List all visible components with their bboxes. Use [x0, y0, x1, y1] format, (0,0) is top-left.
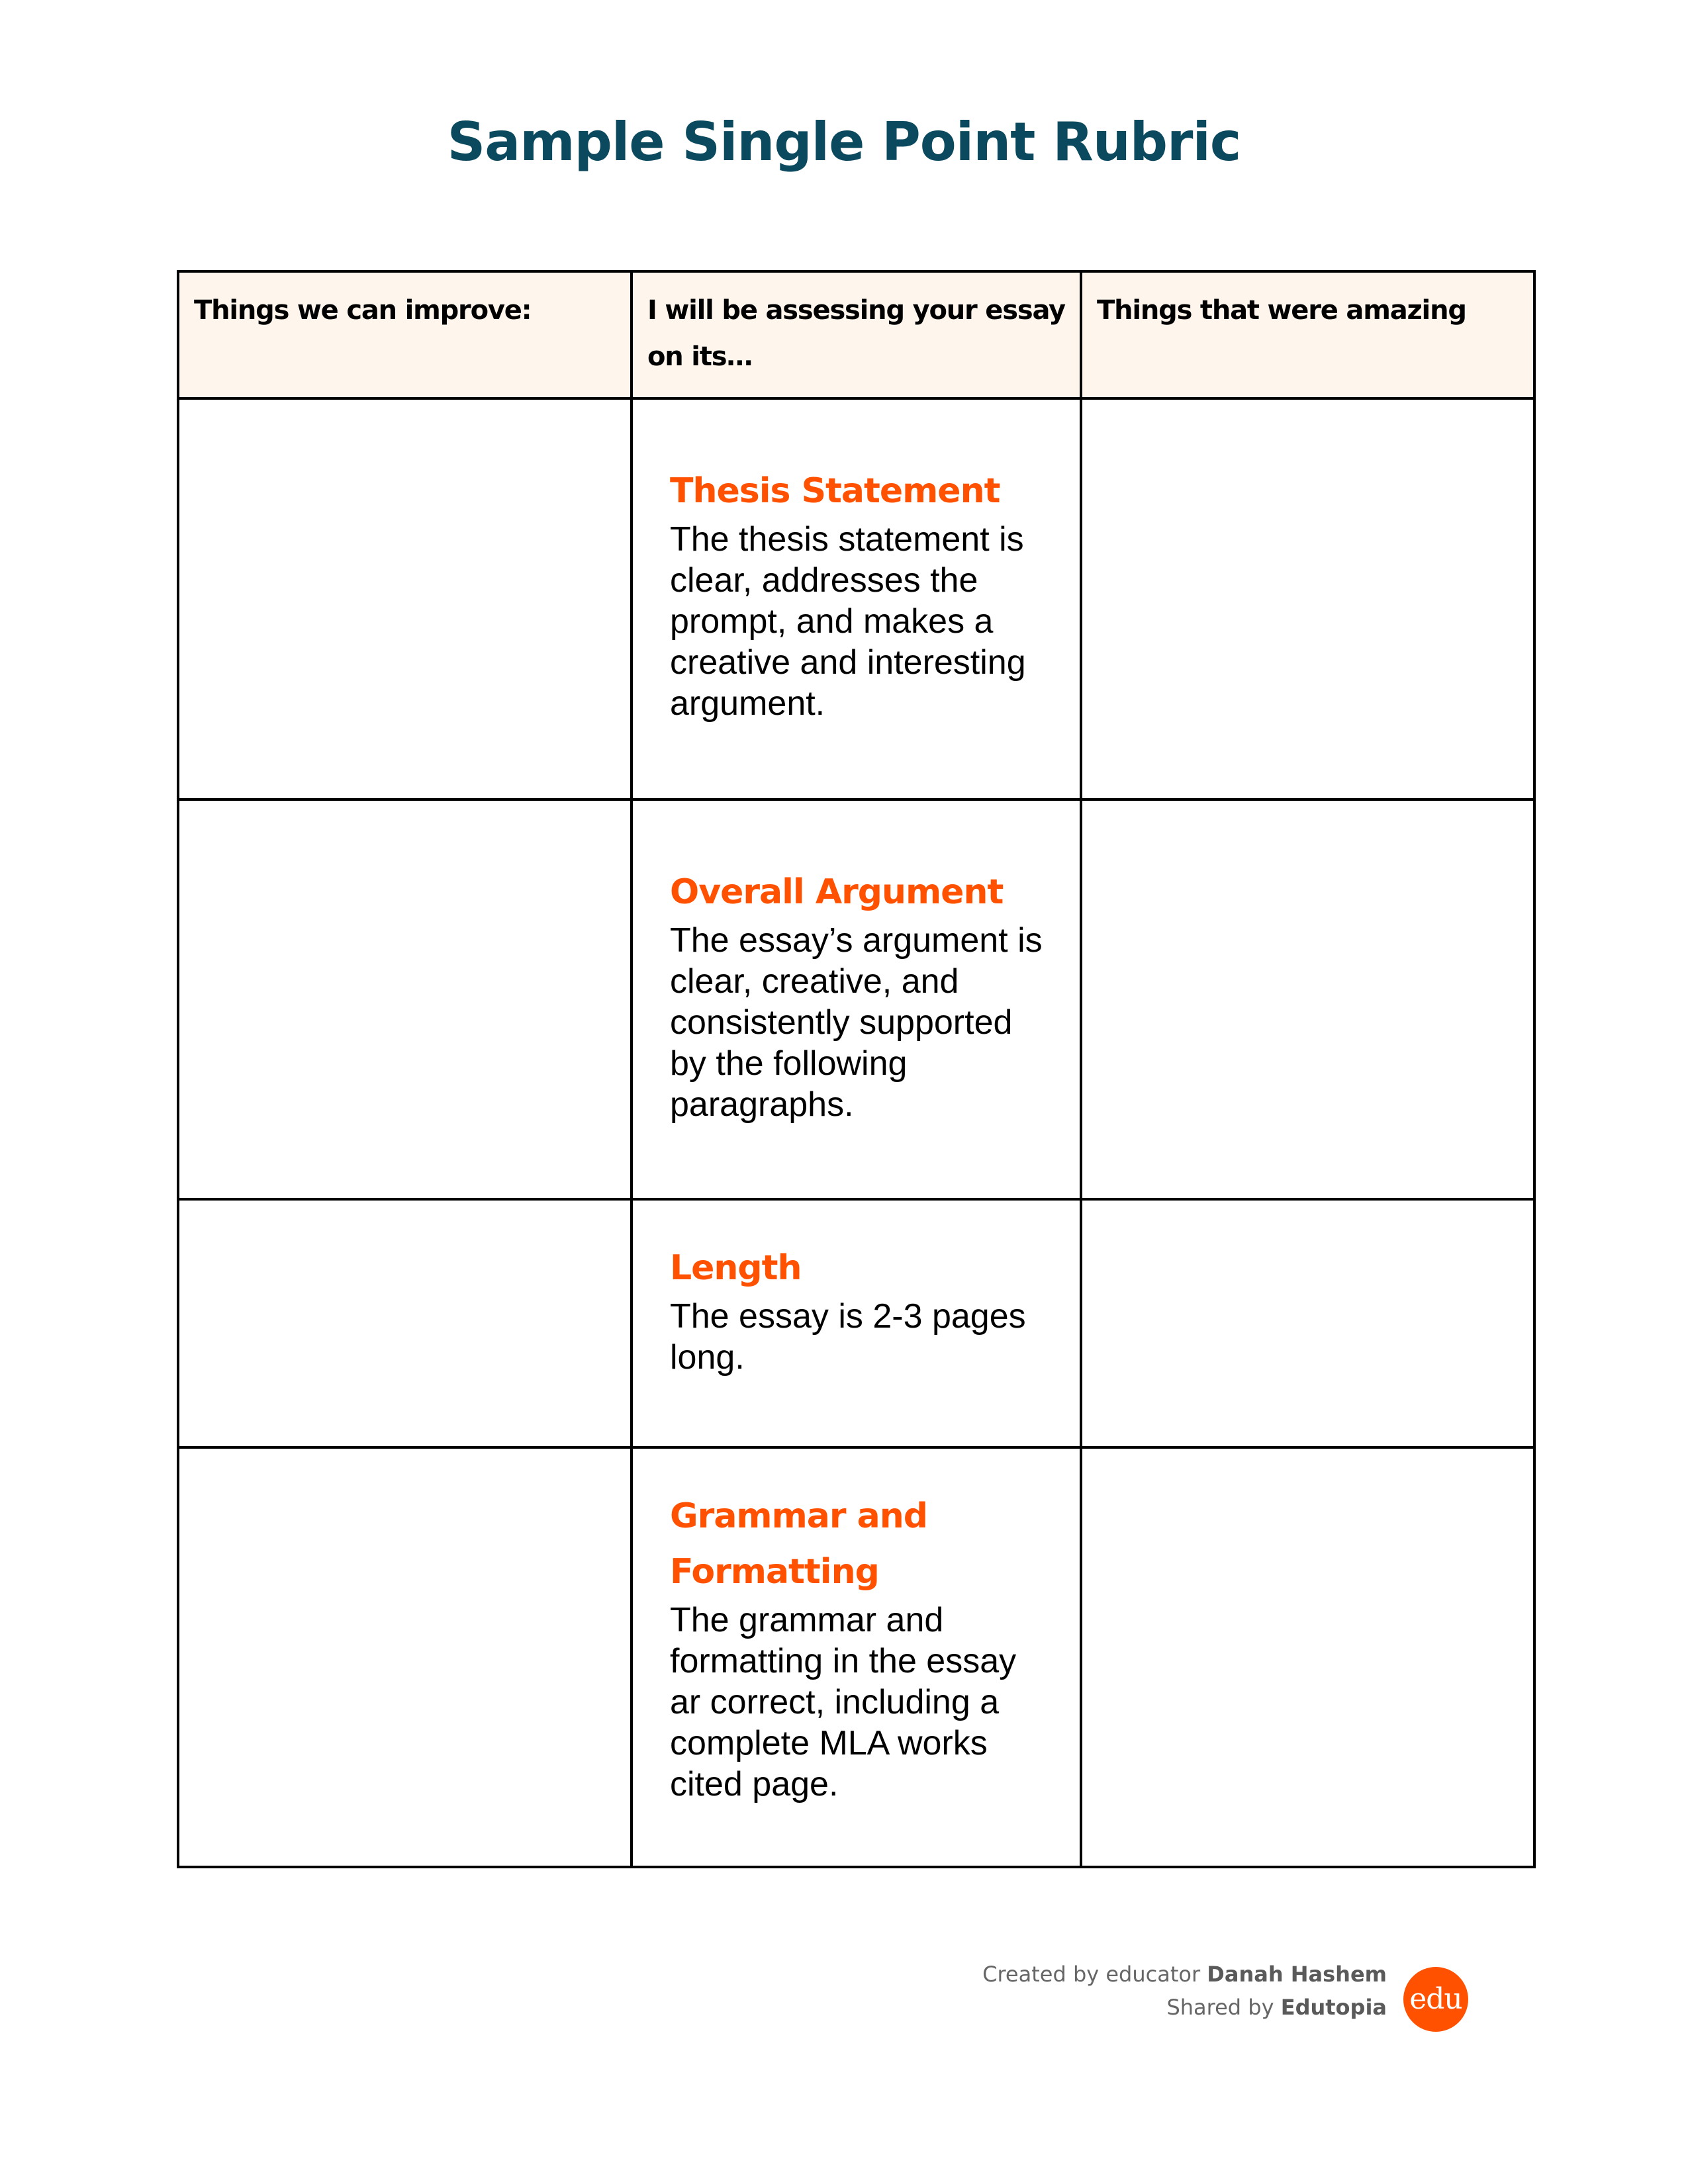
improve-cell[interactable] [178, 1447, 632, 1867]
criterion-cell [632, 1447, 1081, 1867]
amazing-cell[interactable] [1081, 398, 1534, 799]
shared-by-line [982, 1991, 1387, 2024]
header-row [178, 271, 1534, 398]
author-name: Danah Hashem [1207, 1962, 1387, 1987]
criterion-title: Overall Argument [670, 872, 1004, 912]
header-amazing-label: Things that were amazing [1097, 295, 1466, 326]
publisher-name: Edutopia [1280, 1995, 1387, 2020]
criterion-cell [632, 1199, 1081, 1447]
amazing-cell[interactable] [1081, 1199, 1534, 1447]
amazing-cell[interactable] [1081, 1447, 1534, 1867]
table-row [178, 799, 1534, 1199]
created-by-line [982, 1958, 1387, 1991]
improve-cell[interactable] [178, 1199, 632, 1447]
criterion-description: The grammar and formatting in the essay ar correct, including a complete MLA works cited page. [670, 1601, 1017, 1803]
table-row [178, 1447, 1534, 1867]
improve-cell[interactable] [178, 799, 632, 1199]
criterion-description: The essay is 2-3 pages long. [670, 1297, 1026, 1377]
created-by-prefix: Created by educator [982, 1962, 1201, 1987]
table-row [178, 398, 1534, 799]
page-title: Sample Single Point Rubric [447, 111, 1241, 173]
criterion-title: Thesis Statement [670, 471, 1000, 511]
header-improve [178, 271, 632, 398]
header-criteria [632, 271, 1081, 398]
header-improve-label: Things we can improve: [194, 295, 532, 326]
table-row [178, 1199, 1534, 1447]
criterion-title: Grammar and Formatting [670, 1496, 927, 1592]
credits [982, 1958, 1387, 2024]
criterion-cell [632, 398, 1081, 799]
header-criteria-label: I will be assessing your essay on its… [647, 295, 1065, 372]
improve-cell[interactable] [178, 398, 632, 799]
shared-by-prefix: Shared by [1166, 1995, 1274, 2020]
rubric-header [178, 271, 1534, 398]
amazing-cell[interactable] [1081, 799, 1534, 1199]
criterion-title: Length [670, 1248, 802, 1288]
edutopia-logo-icon: edu [1403, 1967, 1468, 2032]
rubric-table [177, 270, 1536, 1868]
criterion-cell [632, 799, 1081, 1199]
criterion-description: The thesis statement is clear, addresses the prompt, and makes a creative and interesting argument. [670, 520, 1026, 723]
header-amazing [1081, 271, 1534, 398]
criterion-description: The essay’s argument is clear, creative, and consistently supported by the following paragraphs. [670, 921, 1043, 1124]
